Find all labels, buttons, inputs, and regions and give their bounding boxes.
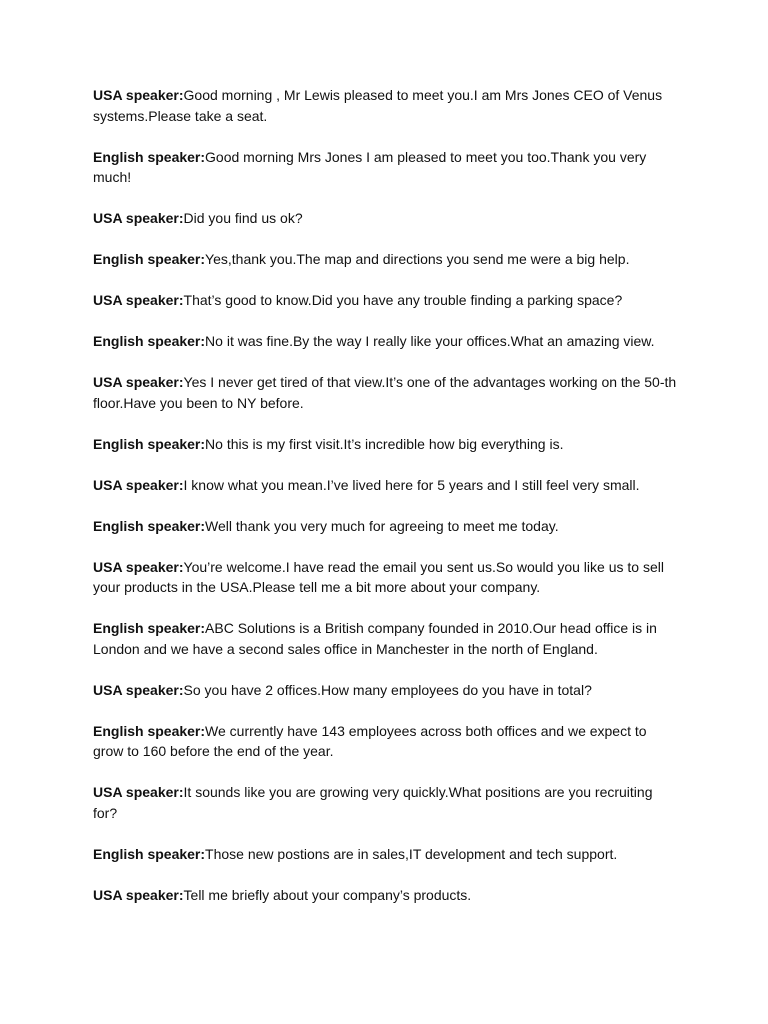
- dialogue-line: [93, 85, 678, 126]
- dialogue-line: [93, 557, 678, 598]
- speaker-label: English speaker:: [93, 517, 206, 534]
- dialogue-line: [93, 680, 678, 701]
- speaker-label: USA speaker:: [93, 374, 184, 390]
- speaker-label: English speaker:: [93, 148, 206, 165]
- dialogue-text: Well thank you very much for agreeing to meet me today.: [205, 517, 559, 534]
- speaker-label: English speaker:: [93, 845, 206, 862]
- dialogue-line: [93, 147, 678, 188]
- dialogue-text: Yes,thank you.The map and directions you send me were a big help.: [205, 251, 630, 267]
- dialogue-text: We currently have 143 employees across both offices and we expect to grow to 160 before the end of the year.: [93, 722, 647, 759]
- dialogue-line: [93, 885, 678, 906]
- dialogue-line: [93, 331, 678, 352]
- dialogue-line: [93, 782, 678, 823]
- speaker-label: USA speaker:: [93, 681, 184, 698]
- speaker-label: English speaker:: [93, 251, 206, 267]
- dialogue-text: Did you find us ok?: [183, 210, 303, 226]
- dialogue-text: You’re welcome.I have read the email you sent us.So would you like us to sell your products in the USA.Please tell me a bit more about your company.: [93, 558, 664, 595]
- speaker-label: English speaker:: [93, 620, 206, 636]
- dialogue-line: [93, 372, 678, 413]
- dialogue-line: [93, 721, 678, 762]
- dialogue-text: I know what you mean.I’ve lived here for 5 years and I still feel very small.: [183, 476, 640, 493]
- dialogue-text: Those new postions are in sales,IT development and tech support.: [205, 845, 618, 862]
- dialogue-line: [93, 249, 678, 270]
- dialogue-text: So you have 2 offices.How many employees do you have in total?: [183, 681, 592, 698]
- dialogue-line: [93, 208, 678, 229]
- dialogue-text: It sounds like you are growing very quickly.What positions are you recruiting for?: [93, 784, 653, 821]
- dialogue-line: [93, 618, 678, 659]
- dialogue-text: No it was fine.By the way I really like your offices.What an amazing view.: [205, 333, 655, 349]
- dialogue-text: Tell me briefly about your company’s products.: [183, 886, 472, 903]
- dialogue-text: Yes I never get tired of that view.It’s one of the advantages working on the 50-th floor.Have you been to NY before.: [93, 374, 677, 411]
- dialogue-line: [93, 434, 678, 455]
- dialogue-text: Good morning , Mr Lewis pleased to meet you.I am Mrs Jones CEO of Venus systems.Please take a seat.: [93, 87, 663, 124]
- speaker-label: USA speaker:: [93, 87, 184, 103]
- dialogue-text: Good morning Mrs Jones I am pleased to meet you too.Thank you very much!: [93, 148, 647, 185]
- speaker-label: USA speaker:: [93, 476, 184, 493]
- dialogue-line: [93, 475, 678, 496]
- dialogue-text: No this is my first visit.It’s incredible how big everything is.: [205, 435, 564, 452]
- dialogue-text: ABC Solutions is a British company founded in 2010.Our head office is in London and we have a second sales office in Manchester in the north of England.: [93, 620, 657, 657]
- dialogue-line: [93, 516, 678, 537]
- speaker-label: English speaker:: [93, 333, 206, 349]
- speaker-label: USA speaker:: [93, 886, 184, 903]
- dialogue-line: [93, 844, 678, 865]
- dialogue-text: That’s good to know.Did you have any trouble finding a parking space?: [183, 292, 623, 308]
- speaker-label: English speaker:: [93, 722, 206, 739]
- speaker-label: USA speaker:: [93, 784, 184, 800]
- speaker-label: USA speaker:: [93, 292, 184, 308]
- dialogue-line: [93, 290, 678, 311]
- speaker-label: USA speaker:: [93, 558, 184, 575]
- speaker-label: English speaker:: [93, 435, 206, 452]
- speaker-label: USA speaker:: [93, 210, 184, 226]
